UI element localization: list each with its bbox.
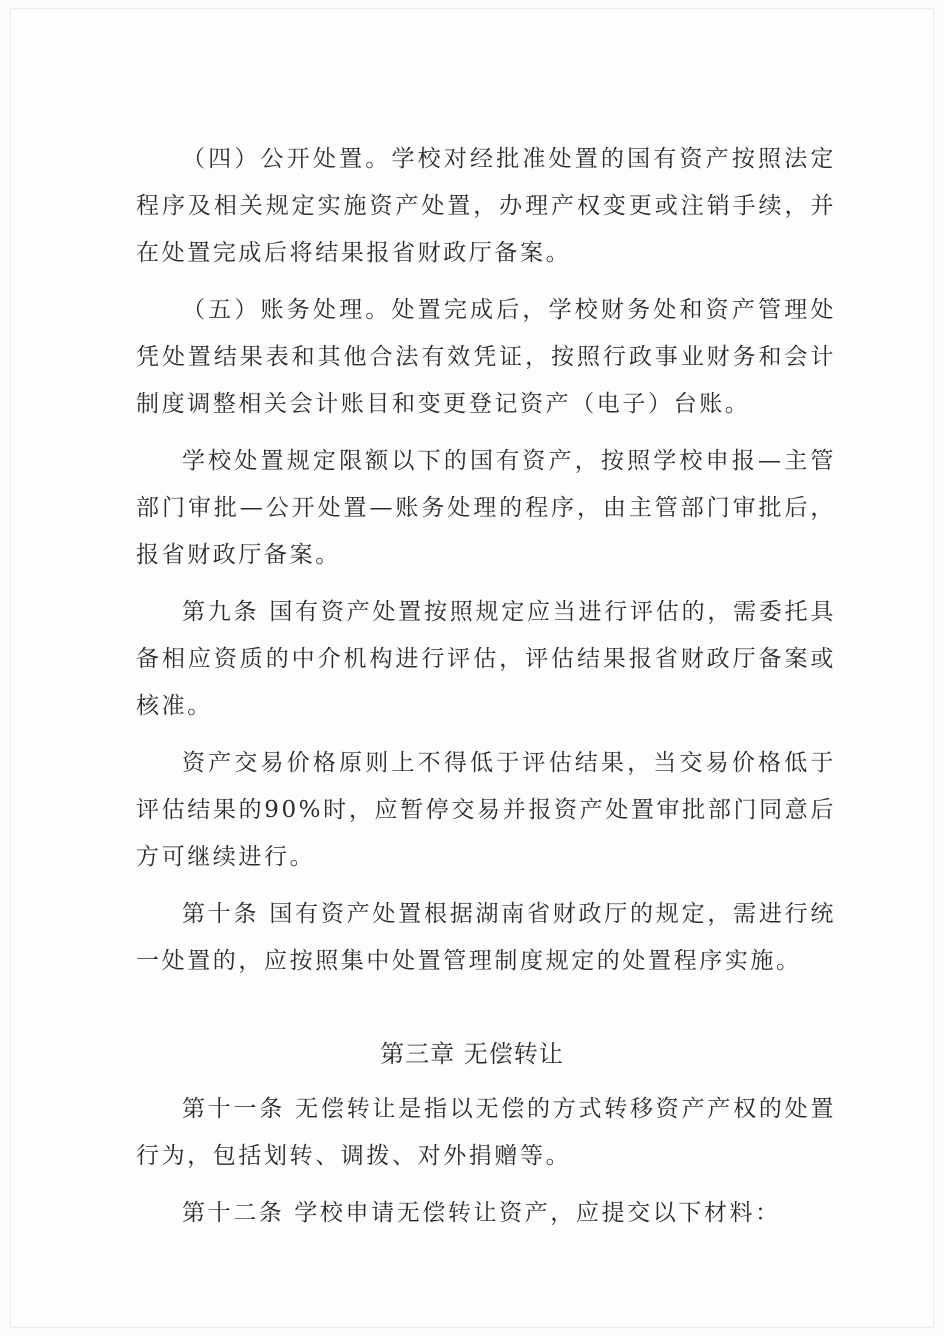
paragraph-public-disposal: （四）公开处置。学校对经批准处置的国有资产按照法定程序及相关规定实施资产处置，办理产权变更或注销手续，并在处置完成后将结果报省财政厅备案。 xyxy=(136,146,836,266)
body-text-upper xyxy=(136,136,836,985)
paragraph-article-11: 第十一条 无偿转让是指以无偿的方式转移资产产权的处置行为，包括划转、调拨、对外捐赠等。 xyxy=(136,1096,836,1169)
paragraph-account-processing: （五）账务处理。处置完成后，学校财务处和资产管理处凭处置结果表和其他合法有效凭证，按照行政事业财务和会计制度调整相关会计账目和变更登记资产（电子）台账。 xyxy=(136,297,836,417)
chapter-heading: 第三章 无偿转让 xyxy=(380,1040,564,1068)
body-text-lower xyxy=(136,1086,836,1237)
paragraph-article-9: 第九条 国有资产处置按照规定应当进行评估的，需委托具备相应资质的中介机构进行评估，评估结果报省财政厅备案或核准。 xyxy=(136,599,836,719)
paragraph-below-limit: 学校处置规定限额以下的国有资产，按照学校申报—主管部门审批—公开处置—账务处理的程序，由主管部门审批后，报省财政厅备案。 xyxy=(136,448,836,568)
paragraph-article-10: 第十条 国有资产处置根据湖南省财政厅的规定，需进行统一处置的，应按照集中处置管理制度规定的处置程序实施。 xyxy=(136,901,836,974)
paragraph-article-12: 第十二条 学校申请无偿转让资产，应提交以下材料： xyxy=(182,1200,781,1226)
paragraph-transaction-price: 资产交易价格原则上不得低于评估结果，当交易价格低于评估结果的90%时，应暂停交易并报资产处置审批部门同意后方可继续进行。 xyxy=(136,750,836,870)
